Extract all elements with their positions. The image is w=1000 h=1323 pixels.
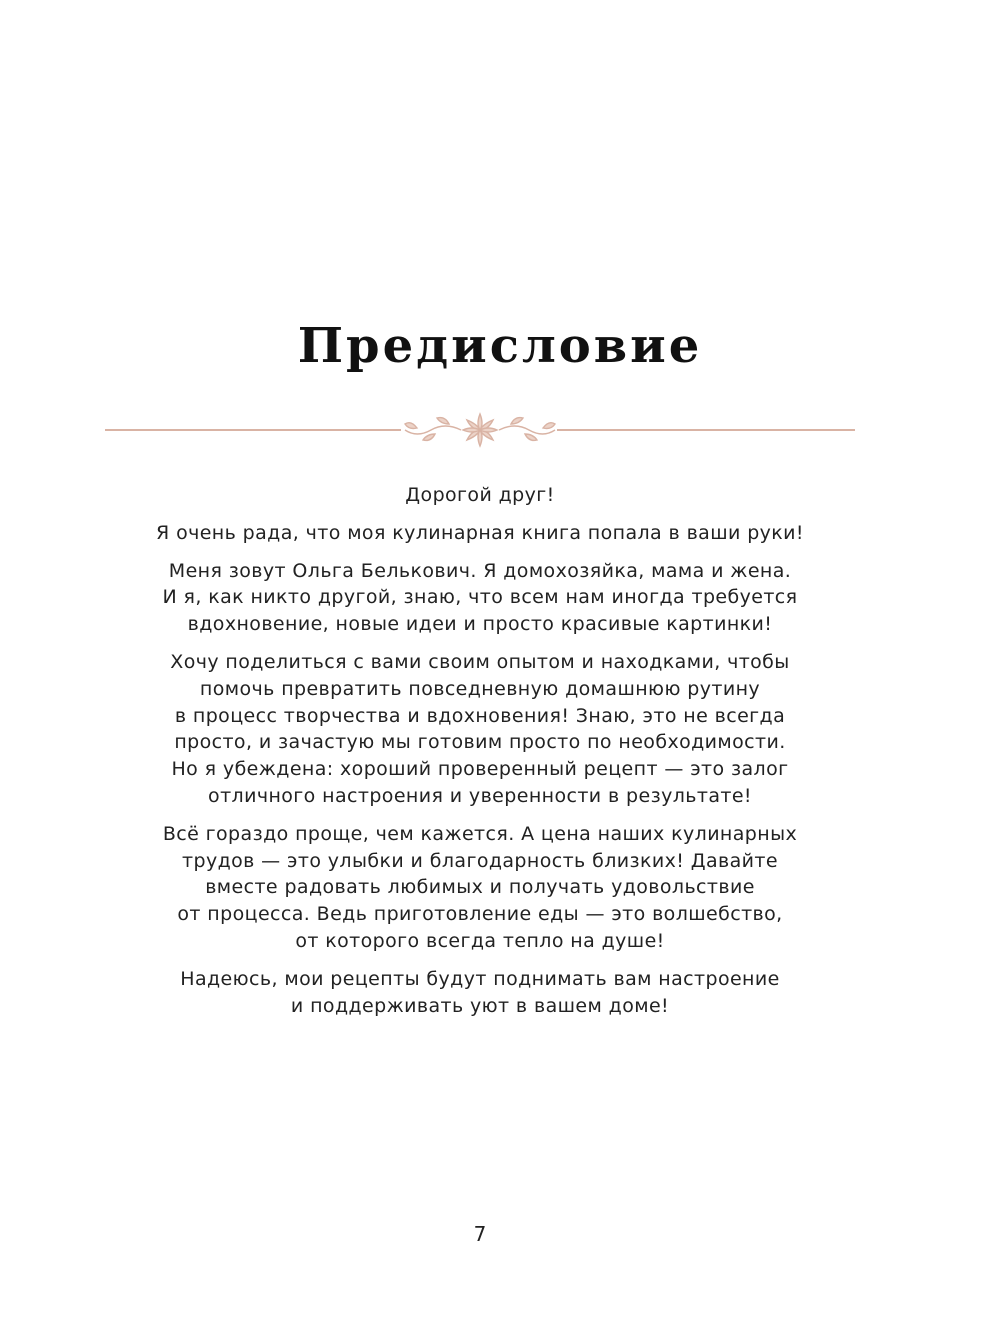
page-number: 7 <box>473 1222 487 1246</box>
greeting-paragraph: Дорогой друг! <box>405 484 555 506</box>
preface-text <box>100 482 860 1030</box>
floral-divider-icon <box>105 410 855 450</box>
intro-paragraph: Я очень рада, что моя кулинарная книга попала в ваши руки! <box>156 521 804 544</box>
flower-ornament <box>405 414 555 446</box>
author-paragraph: Меня зовут Ольга Белькович. Я домохозяйка, мама и жена. И я, как никто другой, знаю, что всем нам иногда требуется вдохновение, новые идеи и просто красивые картинки! <box>162 559 798 636</box>
mission-paragraph: Хочу поделиться с вами своим опытом и находками, чтобы помочь превратить повседневную домашнюю рутину в процесс творчества и вдохновения! Знаю, это не всегда просто, и зачастую мы готовим просто по необходимости. Но я убеждена: хороший проверенный рецепт — это залог отличного настроения и уверенности в результате! <box>170 650 790 807</box>
simplicity-paragraph: Всё гораздо проще, чем кажется. А цена наших кулинарных трудов — это улыбки и благодарность близких! Давайте вместе радовать любимых и получать удовольствие от процесса. Ведь приготовление еды — это волшебство, от которого всегда тепло на душе! <box>162 822 798 952</box>
closing-paragraph: Надеюсь, мои рецепты будут поднимать вам настроение и поддерживать уют в вашем доме! <box>180 967 780 1017</box>
page-title: Предисловие <box>297 318 703 374</box>
